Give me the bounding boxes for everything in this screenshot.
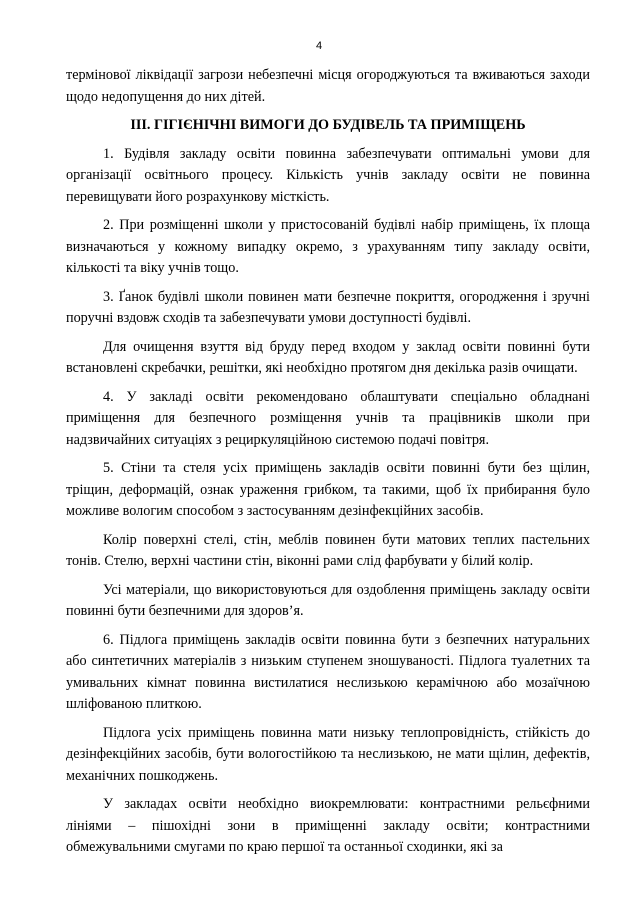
document-body bbox=[66, 65, 590, 866]
paragraph-3-cleaning: Для очищення взуття від бруду перед входом у заклад освіти повинні бути встановлені скребачки, решітки, які необхідно протягом дня декілька разів очищати. bbox=[66, 338, 590, 376]
paragraph-5-materials: Усі матеріали, що використовуються для оздоблення приміщень закладу освіти повинні бути безпечними для здоров’я. bbox=[66, 581, 590, 619]
intro-paragraph: термінової ліквідації загрози небезпечні місця огороджуються та вживаються заходи щодо недопущення до них дітей. bbox=[66, 67, 590, 105]
page-number: 4 bbox=[315, 40, 323, 52]
paragraph-2: 2. При розміщенні школи у пристосованій будівлі набір приміщень, їх площа визначаються у кожному випадку окремо, з урахуванням типу закладу освіти, кількості та віку учнів тощо. bbox=[66, 217, 590, 276]
paragraph-4: 4. У закладі освіти рекомендовано облаштувати спеціально обладнані приміщення для безпечного розміщення учнів та працівників школи при надзвичайних ситуаціях з рециркуляційною системою подачі повітря. bbox=[66, 388, 590, 448]
paragraph-6-floor: Підлога усіх приміщень повинна мати низьку теплопровідність, стійкість до дезінфекційних засобів, бути вологостійкою та неслизькою, не мати щілин, дефектів, механічних пошкоджень. bbox=[66, 724, 590, 784]
paragraph-5: 5. Стіни та стеля усіх приміщень закладів освіти повинні бути без щілин, тріщин, деформацій, ознак ураження грибком, та такими, щоб їх прибирання було можливе вологим способом з застосуванням дезінфекційних засобів. bbox=[66, 460, 590, 519]
paragraph-3: 3. Ґанок будівлі школи повинен мати безпечне покриття, огородження і зручні поручні вздовж сходів та забезпечувати умови доступності будівлі. bbox=[66, 288, 590, 326]
paragraph-6-zones: У закладах освіти необхідно виокремлювати: контрастними рельєфними лініями – пішохідні зони в приміщенні закладу освіти; контрастними обмежувальними смугами по краю першої та останньої сходинки, які за bbox=[66, 796, 590, 855]
paragraph-1: 1. Будівля закладу освіти повинна забезпечувати оптимальні умови для організації освітнього процесу. Кількість учнів закладу освіти не повинна перевищувати його розрахункову місткість. bbox=[66, 145, 590, 205]
paragraph-6: 6. Підлога приміщень закладів освіти повинна бути з безпечних натуральних або синтетичних матеріалів з низьким ступенем зношуваності. Підлога туалетних та умивальних кімнат повинна вистилатися неслизькою керамічною або мозаїчною шліфованою плиткою. bbox=[66, 631, 590, 712]
section-title: III. ГІГІЄНІЧНІ ВИМОГИ ДО БУДІВЕЛЬ ТА ПРИМІЩЕНЬ bbox=[130, 117, 526, 133]
paragraph-5-colors: Колір поверхні стелі, стін, меблів повинен бути матових теплих пастельних тонів. Стелю, верхні частини стін, віконні рами слід фарбувати у білий колір. bbox=[66, 531, 590, 569]
